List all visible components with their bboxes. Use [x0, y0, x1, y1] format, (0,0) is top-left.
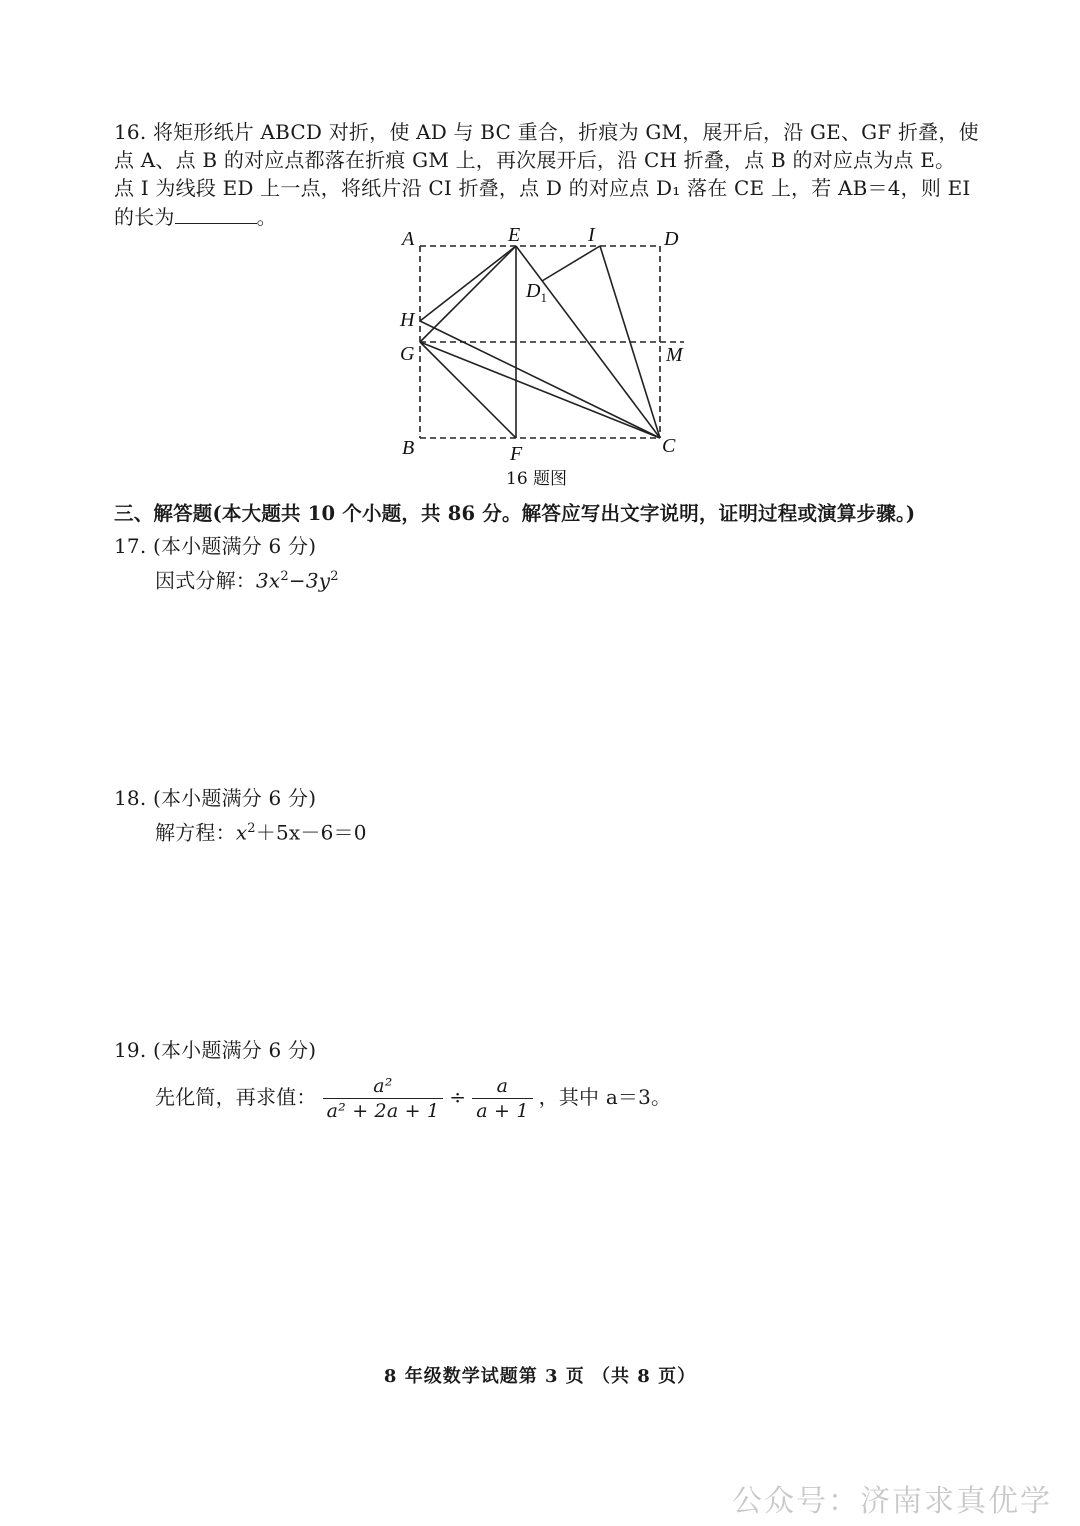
label-d1-main: D — [526, 280, 541, 302]
watermark: 公众号：济南求真优学 — [732, 1484, 1052, 1519]
q17-superscript-1: 2 — [280, 569, 289, 584]
page-footer: 8 年级数学试题第 3 页 （共 8 页） — [383, 1366, 697, 1387]
segment-id1 — [542, 246, 600, 281]
label-b: B — [402, 437, 415, 459]
q16-line-4-prefix: 的长为 — [114, 205, 175, 229]
q19-prompt-line — [155, 1070, 671, 1124]
q18-prompt-line — [155, 815, 367, 847]
label-d: D — [664, 228, 679, 250]
q17-expr-part-1: 3x — [256, 568, 281, 593]
label-a: A — [402, 228, 415, 250]
q19-divide-sign: ÷ — [449, 1085, 467, 1109]
q17-prompt-line — [155, 563, 339, 595]
q18-prompt: 解方程： — [155, 820, 236, 845]
q19-fraction-1 — [323, 1074, 444, 1123]
label-h: H — [400, 309, 415, 331]
figure-caption: 16 题图 — [506, 469, 568, 489]
segment-hc — [420, 321, 660, 438]
label-d1-subscript: 1 — [540, 290, 547, 305]
q19-header: 19. (本小题满分 6 分) — [114, 1038, 317, 1062]
q19-prompt: 先化简，再求值： — [155, 1085, 317, 1109]
q18-superscript: 2 — [247, 821, 256, 836]
q18-expr-part-1: x — [235, 820, 248, 845]
q18-expr-part-2: ＋5x－6＝0 — [255, 820, 367, 845]
q17-prompt: 因式分解： — [155, 568, 256, 593]
q19-tail: ，其中 a＝3。 — [538, 1085, 672, 1109]
section-3-title: 三、解答题(本大题共 10 个小题，共 86 分。解答应写出文字说明，证明过程或演算步骤。) — [114, 502, 916, 525]
label-e: E — [508, 224, 521, 246]
q17-expr-part-2: −3y — [288, 568, 331, 593]
q17-superscript-2: 2 — [330, 569, 339, 584]
q19-fraction-1-denominator: a² + 2a + 1 — [323, 1098, 444, 1123]
q16-line-2: 点 A、点 B 的对应点都落在折痕 GM 上，再次展开后，沿 CH 折叠，点 B 的对应点为点 E。 — [114, 148, 956, 172]
q16-line-1: 16. 将矩形纸片 ABCD 对折，使 AD 与 BC 重合，折痕为 GM，展开后，沿 GE、GF 折叠，使 — [114, 120, 979, 144]
q19-fraction-2-denominator: a + 1 — [472, 1098, 532, 1123]
q16-line-4-suffix: 。 — [256, 205, 277, 229]
q19-fraction-2 — [472, 1074, 532, 1123]
q19-fraction-1-numerator: a² — [373, 1075, 393, 1097]
q17-header: 17. (本小题满分 6 分) — [114, 534, 317, 558]
label-c: C — [662, 435, 676, 457]
label-i: I — [588, 224, 595, 246]
q16-figure — [0, 0, 1080, 500]
segment-gf — [420, 342, 516, 438]
segment-he — [420, 246, 516, 321]
label-m: M — [666, 344, 683, 366]
q16-line-3: 点 I 为线段 ED 上一点，将纸片沿 CI 折叠，点 D 的对应点 D₁ 落在 CE 上，若 AB＝4，则 EI — [114, 176, 971, 200]
q18-header: 18. (本小题满分 6 分) — [114, 786, 317, 810]
label-f: F — [510, 443, 523, 465]
q19-fraction-2-numerator: a — [496, 1075, 509, 1097]
label-g: G — [400, 343, 415, 365]
